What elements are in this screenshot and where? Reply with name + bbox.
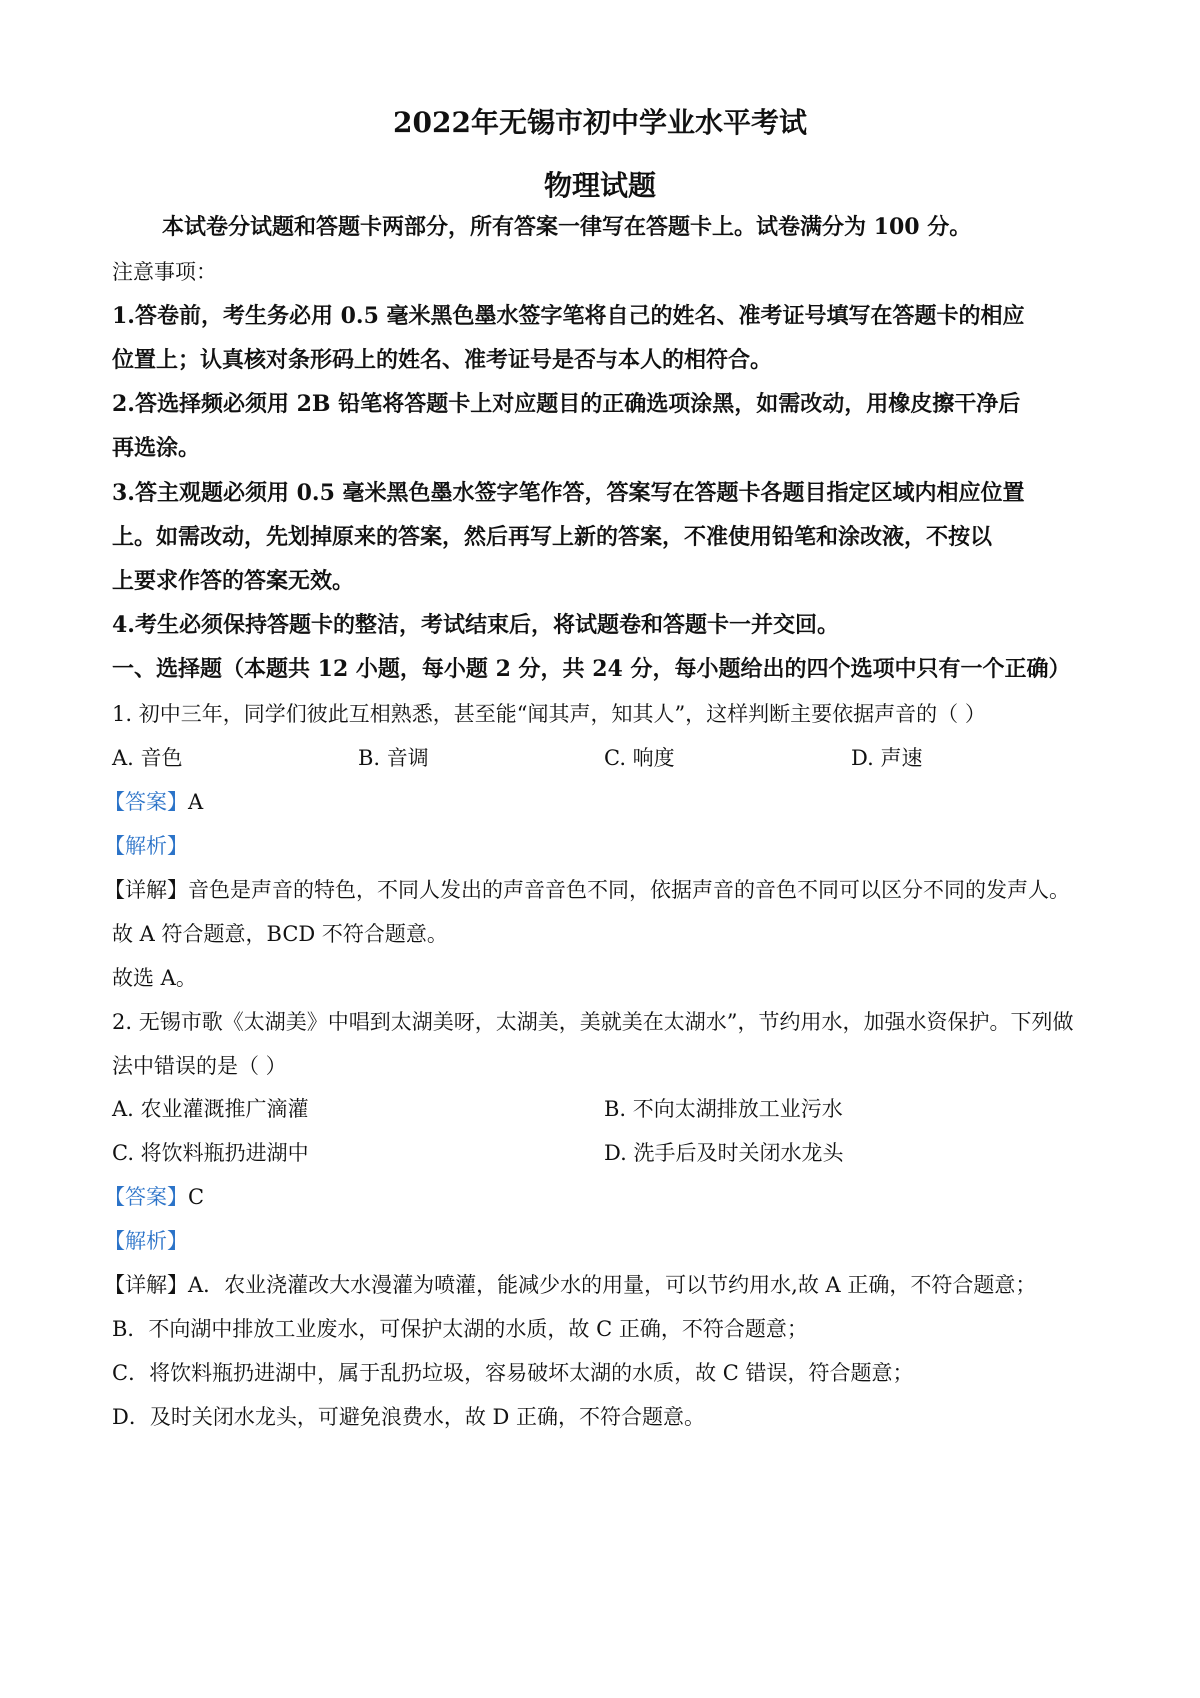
q2-stem-line-1: 2. 无锡市歌《太湖美》中唱到太湖美呀，太湖美，美就美在太湖水”，节约用水，加强水资保护。下列做 bbox=[112, 1010, 1074, 1034]
q1-stem: 1. 初中三年，同学们彼此互相熟悉，甚至能“闻其声，知其人”，这样判断主要依据声音的（ ） bbox=[112, 702, 986, 726]
q2-option-a: A. 农业灌溉推广滴灌 bbox=[112, 1097, 309, 1121]
answer-tag: 【答案】 bbox=[104, 790, 188, 814]
detail-text: 音色是声音的特色，不同人发出的声音音色不同，依据声音的音色不同可以区分不同的发声人。 bbox=[188, 878, 1070, 902]
q1-answer bbox=[104, 787, 203, 817]
q1-analysis-tag: 【解析】 bbox=[104, 834, 188, 858]
q2-detail-4: D．及时关闭水龙头，可避免浪费水，故 D 正确，不符合题意。 bbox=[112, 1405, 706, 1429]
q1-detail-2: 故 A 符合题意，BCD 不符合题意。 bbox=[112, 922, 448, 946]
q1-detail-3: 故选 A。 bbox=[112, 966, 197, 990]
notice-heading: 注意事项： bbox=[112, 260, 217, 284]
q2-option-b: B. 不向太湖排放工业污水 bbox=[604, 1097, 843, 1121]
page-title: 2022年无锡市初中学业水平考试 bbox=[393, 106, 807, 139]
notice-1-line-2: 位置上；认真核对条形码上的姓名、准考证号是否与本人的相符合。 bbox=[112, 347, 773, 373]
answer-value: A bbox=[188, 790, 204, 814]
q2-detail-1 bbox=[104, 1270, 1036, 1300]
q2-analysis-tag: 【解析】 bbox=[104, 1229, 188, 1253]
q1-option-d: D. 声速 bbox=[851, 746, 923, 770]
q1-option-b: B. 音调 bbox=[358, 746, 429, 770]
answer-value: C bbox=[188, 1185, 205, 1209]
notice-2-line-1: 2.答选择频必须用 2B 铅笔将答题卡上对应题目的正确选项涂黑，如需改动，用橡皮擦干净后 bbox=[112, 391, 1021, 417]
detail-tag: 【详解】 bbox=[104, 878, 188, 902]
section-heading-choice: 一、选择题（本题共 12 小题，每小题 2 分，共 24 分，每小题给出的四个选项中只有一个正确） bbox=[112, 656, 1071, 682]
notice-3-line-2: 上。如需改动，先划掉原来的答案，然后再写上新的答案，不准使用铅笔和涂改液，不按以 bbox=[112, 524, 993, 550]
q1-detail-1 bbox=[104, 875, 1070, 905]
q1-option-c: C. 响度 bbox=[604, 746, 675, 770]
q2-answer bbox=[104, 1182, 204, 1212]
q2-option-d: D. 洗手后及时关闭水龙头 bbox=[604, 1141, 844, 1165]
notice-3-line-1: 3.答主观题必须用 0.5 毫米黑色墨水签字笔作答，答案写在答题卡各题目指定区域内相应位置 bbox=[112, 480, 1025, 506]
q2-detail-3: C．将饮料瓶扔进湖中，属于乱扔垃圾，容易破坏太湖的水质，故 C 错误，符合题意； bbox=[112, 1361, 914, 1385]
paper-note: 本试卷分试题和答题卡两部分，所有答案一律写在答题卡上。试卷满分为 100 分。 bbox=[162, 214, 972, 240]
detail-tag: 【详解】 bbox=[104, 1273, 188, 1297]
page-subtitle: 物理试题 bbox=[543, 169, 656, 202]
answer-tag: 【答案】 bbox=[104, 1185, 188, 1209]
q2-detail-2: B．不向湖中排放工业废水，可保护太湖的水质，故 C 正确，不符合题意； bbox=[112, 1317, 808, 1341]
notice-3-line-3: 上要求作答的答案无效。 bbox=[112, 568, 355, 594]
q2-stem-line-2: 法中错误的是（ ） bbox=[112, 1054, 287, 1078]
notice-4: 4.考生必须保持答题卡的整洁，考试结束后，将试题卷和答题卡一并交回。 bbox=[112, 612, 839, 638]
notice-2-line-2: 再选涂。 bbox=[112, 435, 201, 461]
detail-text: A．农业浇灌改大水漫灌为喷灌，能减少水的用量，可以节约用水,故 A 正确，不符合题意； bbox=[188, 1273, 1037, 1297]
q1-option-a: A. 音色 bbox=[112, 746, 183, 770]
notice-1-line-1: 1.答卷前，考生务必用 0.5 毫米黑色墨水签字笔将自己的姓名、准考证号填写在答题卡的相应 bbox=[112, 303, 1025, 329]
q2-option-c: C. 将饮料瓶扔进湖中 bbox=[112, 1141, 309, 1165]
